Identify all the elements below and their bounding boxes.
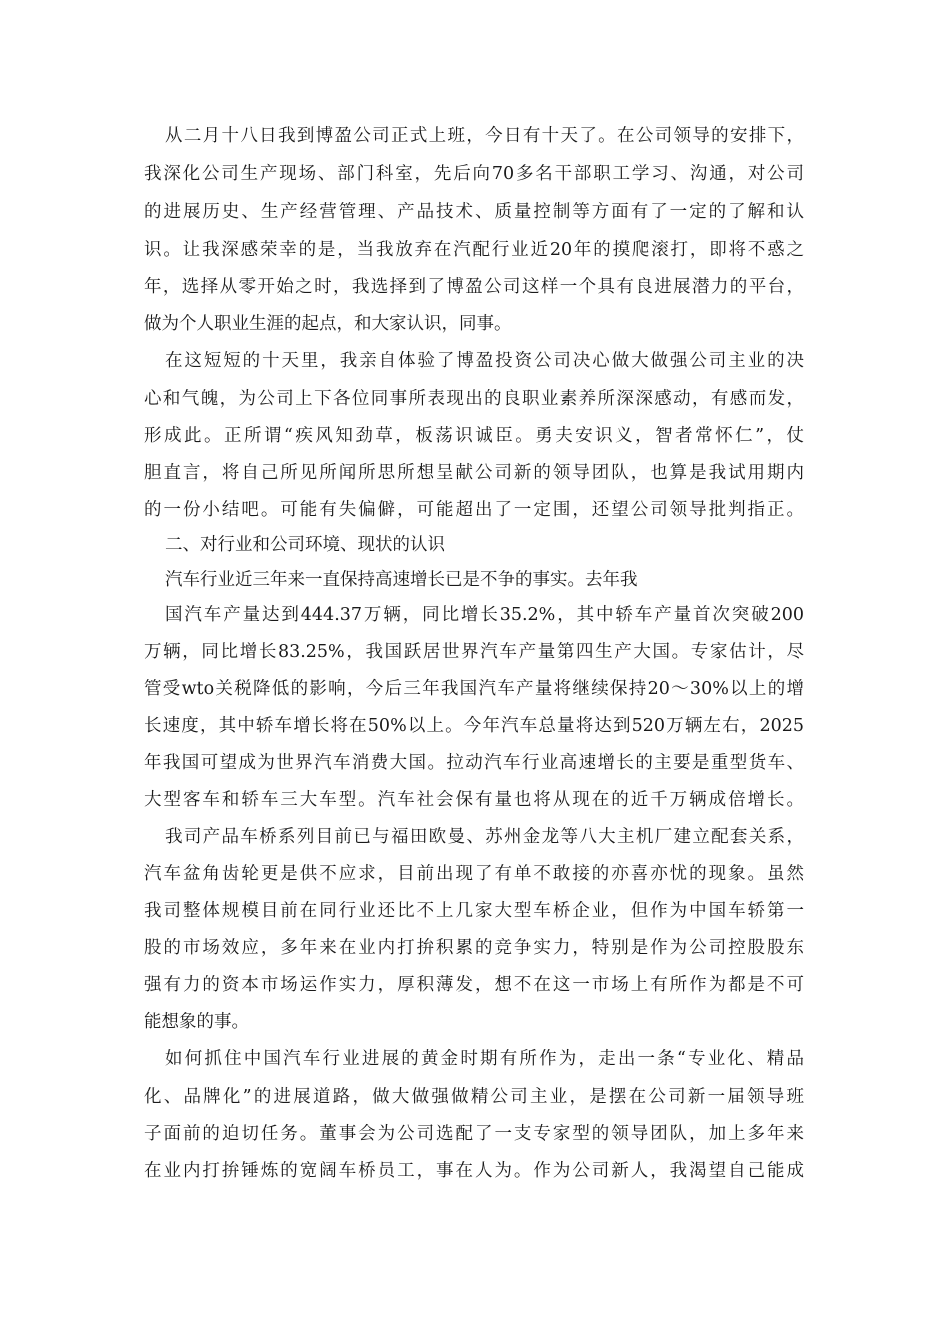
text-line: 汽车行业近三年来一直保持高速增长已是不争的事实。去年我 [165,570,638,590]
text-line: 的进展历史、生产经营管理、产品技术、质量控制等方面有了一定的了解和认 [144,202,804,222]
text-line: 我司产品车桥系列目前已与福田欧曼、苏州金龙等八大主机厂建立配套关系， [165,827,804,847]
text-line: 识。让我深感荣幸的是，当我放弃在汽配行业近20年的摸爬滚打，即将不惑之 [144,240,804,260]
text-line: 在业内打拚锤炼的宽阔车桥员工，事在人为。作为公司新人，我渴望自己能成 [144,1161,804,1181]
text-line: 胆直言，将自己所见所闻所思所想呈献公司新的领导团队，也算是我试用期内 [144,463,804,483]
text-line: 长速度，其中轿车增长将在50%以上。今年汽车总量将达到520万辆左右，2025 [144,716,804,736]
text-line: 大型客车和轿车三大车型。汽车社会保有量也将从现在的近千万辆成倍增长。 [144,790,804,810]
text-line: 年，选择从零开始之时，我选择到了博盈公司这样一个具有良进展潜力的平台， [144,277,804,297]
text-line: 形成此。正所谓“疾风知劲草，板荡识诚臣。勇夫安识义，智者常怀仁”，仗 [144,426,804,446]
section-heading: 二、对行业和公司环境、现状的认识 [165,535,445,555]
text-line: 子面前的迫切任务。董事会为公司选配了一支专家型的领导团队，加上多年来 [144,1124,804,1144]
text-line: 股的市场效应，多年来在业内打拚积累的竞争实力，特别是作为公司控股股东 [144,938,804,958]
text-line: 化、品牌化”的进展道路，做大做强做精公司主业，是摆在公司新一届领导班 [144,1087,804,1107]
text-line: 强有力的资本市场运作实力，厚积薄发，想不在这一市场上有所作为都是不可 [144,975,804,995]
text-line: 在这短短的十天里，我亲自体验了博盈投资公司决心做大做强公司主业的决 [165,351,804,371]
text-line: 如何抓住中国汽车行业进展的黄金时期有所作为，走出一条“专业化、精品 [165,1049,804,1069]
text-line: 管受wto关税降低的影响，今后三年我国汽车产量将继续保持20～30%以上的增 [144,679,804,699]
text-line: 我司整体规模目前在同行业还比不上几家大型车桥企业，但作为中国车轿第一 [144,901,804,921]
text-line: 国汽车产量达到444.37万辆，同比增长35.2%，其中轿车产量首次突破200 [165,605,804,625]
text-line: 心和气魄，为公司上下各位同事所表现出的良职业素养所深深感动，有感而发， [144,389,804,409]
text-line: 做为个人职业生涯的起点，和大家认识，同事。 [144,314,512,334]
text-line: 的一份小结吧。可能有失偏僻，可能超出了一定围，还望公司领导批判指正。 [144,500,804,520]
text-line: 汽车盆角齿轮更是供不应求，目前出现了有单不敢接的亦喜亦忧的现象。虽然 [144,864,804,884]
text-line: 万辆，同比增长83.25%，我国跃居世界汽车产量第四生产大国。专家估计，尽 [144,642,804,662]
text-line: 年我国可望成为世界汽车消费大国。拉动汽车行业高速增长的主要是重型货车、 [144,753,804,773]
text-line: 能想象的事。 [144,1012,249,1032]
text-line: 我深化公司生产现场、部门科室，先后向70多名干部职工学习、沟通，对公司 [144,164,804,184]
text-line: 从二月十八日我到博盈公司正式上班，今日有十天了。在公司领导的安排下， [165,126,804,146]
